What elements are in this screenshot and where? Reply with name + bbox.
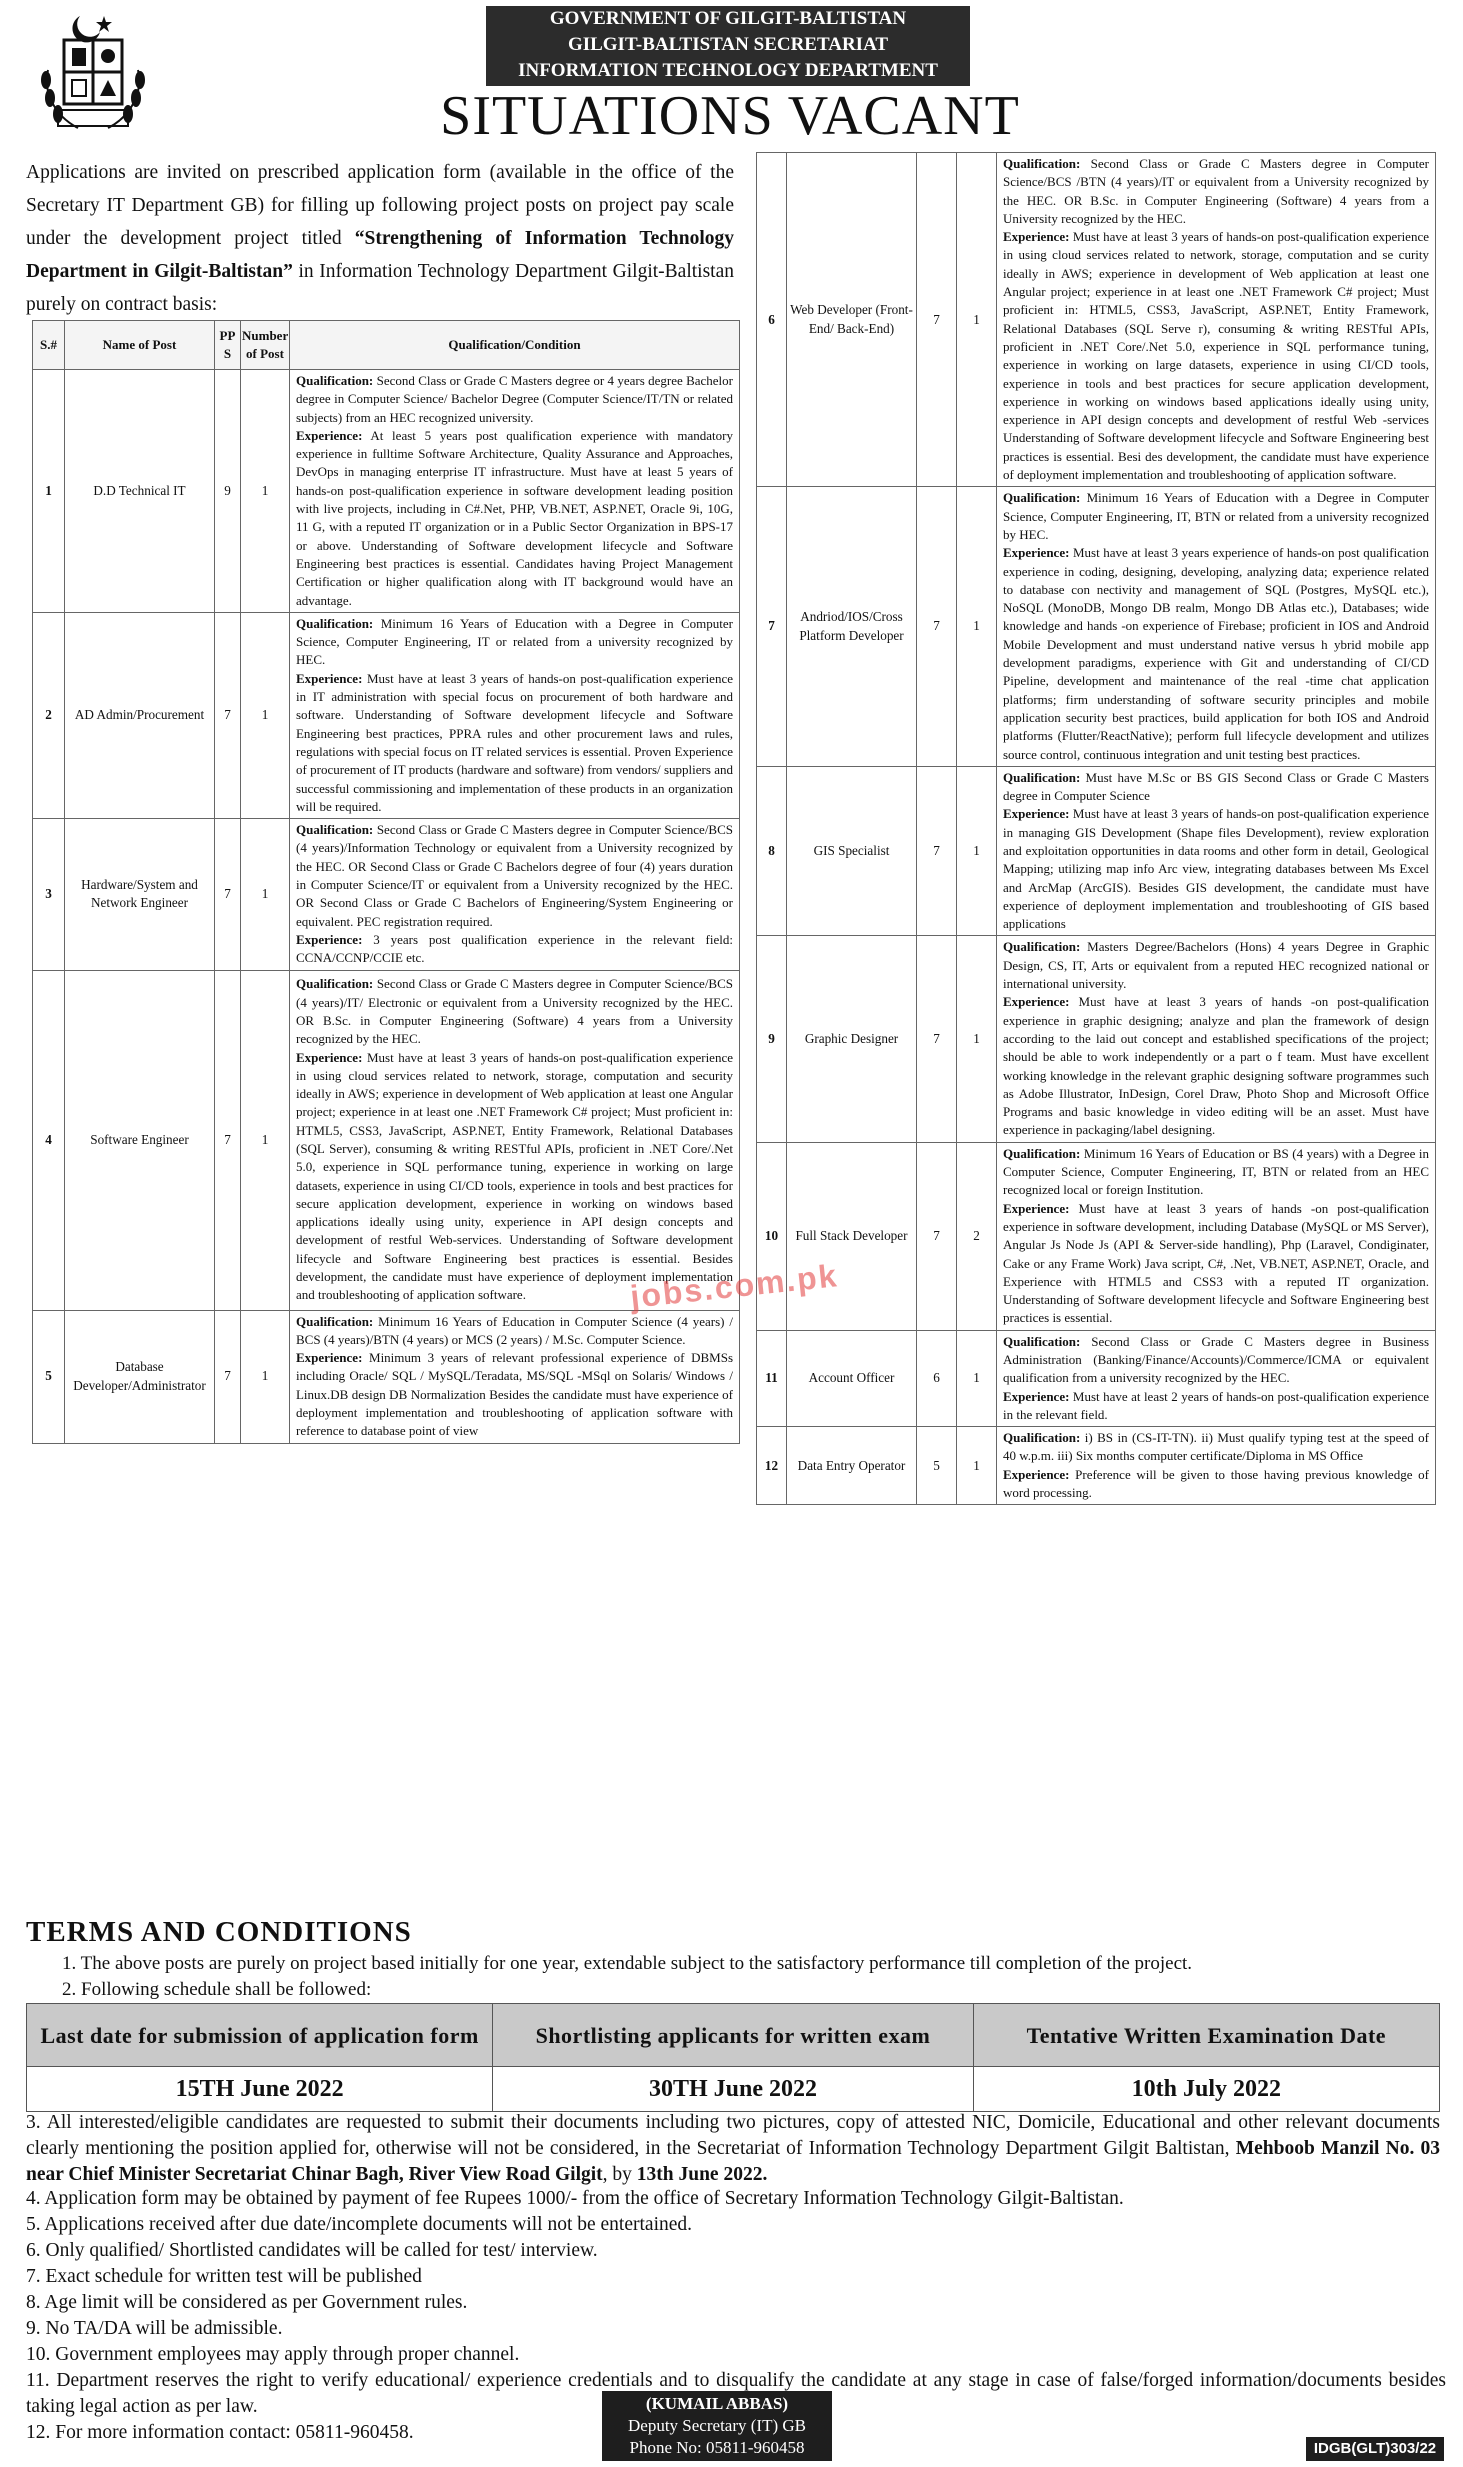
experience-text: Must have at least 3 years of hands-on post-qualification experience in using cloud services related to network, storage, computation and security ideally in AWS; experience in development of Web application at least one Angular project; experience in at least one .NET Framework C# project; Must proficient in: HTML5, CSS3, JavaScript, ASP.NET, Entity Framework, Relational Databases (SQL Server), consuming & writing RESTful APIs, proficient in .NET Core/.Net 5.0, experience in SQL performance tuning, experience in working on large datasets, experience in using CI/CD tools, experience in tools and best practices for secure application development, experience in working on windows based applications ideally using unity, experience in API design concepts and development of restful Web-services. Understanding of Software development lifecycle and Software Engineering best practices is essential. Besides development, the candidate must have experience of deployment implementation and troubleshooting of application software. [295,1049,733,1303]
signatory-phone: Phone No: 05811-960458 [629,2438,805,2457]
qualification-text: Masters Degree/Bachelors (Hons) 4 years Degree in Graphic Design, CS, IT, Arts or equivalent from a reputed HEC recognized national or international university. [1003,939,1430,992]
header-pps: PP S [215,321,241,370]
condition-8: 8. Age limit will be considered as per Government rules. [26,2292,468,2313]
post-count: 1 [241,819,290,970]
post-pps: 7 [917,153,957,487]
schedule-header-exam-date: Tentative Written Examination Date [973,2004,1439,2067]
post-serial: 9 [757,936,787,1142]
post-serial: 12 [757,1427,787,1505]
watermark: jobs.com.pk [628,1257,840,1315]
gov-line-2: GILGIT-BALTISTAN SECRETARIAT [567,34,889,55]
table-row [757,766,1436,936]
project-title: “Strengthening of Information Technology Department in Gilgit-Baltistan” [26,228,735,282]
qualification-text: Minimum 16 Years of Education with a Degree in Computer Science, Computer Engineering, IT or related from a university recognized by HEC. [295,615,734,668]
post-name: Account Officer [787,1330,917,1426]
experience-label: Experience: [295,670,363,686]
signatory-designation: Deputy Secretary (IT) GB [628,2416,806,2435]
posts-table-left [32,320,740,1444]
qualification-label: Qualification: [1003,1430,1081,1446]
post-serial: 4 [33,970,65,1310]
terms-title: TERMS AND CONDITIONS [26,1916,412,1948]
post-serial: 1 [33,370,65,613]
post-count: 1 [957,766,997,936]
post-pps: 7 [215,1310,241,1443]
condition-3 [26,2110,1440,2188]
schedule-header-shortlisting: Shortlisting applicants for written exam [493,2004,973,2067]
qualification-text: Second Class or Grade C Masters degree in Computer Science/BCS (4 years)/IT/ Electronic or equivalent from a University recognized by the HEC. OR B.Sc. in Computer Engineering (Software) 4 years from a University recognized by the HEC. [295,976,733,1047]
experience-text: Must have at least 3 years of hands-on post-qualification experience in managing GIS Development (Shape files Development), review exploration and exploitation opportunities in data rooms and other form in detail, Geological Mapping; utilizing map info Arc view, integrating databases between Ms Excel and ArcMap (ArcGIS). Besides GIS development, the candidate must have experience of deployment implementation and troubleshooting of GIS based applications [1003,806,1429,932]
header-sn: S.# [33,321,65,370]
post-name: Andriod/IOS/Cross Platform Developer [787,487,917,766]
condition-11: 11. Department reserves the right to verify educational/ experience credentials and to disqualify the candidate at any stage in case of false/forged information/documents besides taking legal action as per law. [26,2370,1446,2417]
post-name: Graphic Designer [787,936,917,1142]
experience-label: Experience: [1003,1200,1070,1216]
condition-3-by: , by [602,2164,637,2185]
condition-7: 7. Exact schedule for written test will be published [26,2266,422,2287]
experience-label: Experience: [1003,1466,1070,1482]
qualification-label: Qualification: [1003,769,1081,785]
post-name: GIS Specialist [787,766,917,936]
experience-label: Experience: [295,427,363,443]
experience-text: Must have at least 3 years experience of hands-on post qualification experience in coding, designing, developing, analyzing data; experience related to database con nectivity and management of SQL (Postgres, MySQL etc.), NoSQL (MonoDB, Mongo DB realm, Mongo DB Atlas etc.), Databases; wide knowledge and hands -on experience of Firebase; proficient in IOS and Android Mobile Development and must understand native versus h ybrid mobile app development paradigms, experience with Git and understanding of CI/CD Pipeline, development and maintenance of the real -time chat application platforms; firm understanding of software security principles and mobile application security best practices, build application for both IOS and Android platforms (Flutter/ReactNative); perform full lifecycle development and utilizes source control, continuous integration and unit testing best practices. [1003,545,1429,762]
qualification-text: Minimum 16 Years of Education or BS (4 years) with a Degree in Computer Science, Computer Engineering, IT, BTN or related from an HEC recognized local or foreign Institution. [1003,1145,1429,1198]
condition-6: 6. Only qualified/ Shortlisted candidates will be called for test/ interview. [26,2240,598,2261]
condition-10: 10. Government employees may apply through proper channel. [26,2344,520,2365]
table-row [757,153,1436,487]
table-row [757,487,1436,766]
post-pps: 7 [215,970,241,1310]
post-pps: 7 [917,1142,957,1330]
post-serial: 3 [33,819,65,970]
condition-5: 5. Applications received after due date/incomplete documents will not be entertained. [26,2214,693,2235]
experience-text: Must have at least 3 years of hands-on post-qualification experience in using cloud services related to network, storage, computation and se curity ideally in AWS; experience in development of Web application at least one Angular project; experience in at least one .NET Framework C# project; Must proficient in: HTML5, CSS3, JavaScript, ASP.NET, Entity Framework, Relational Databases (SQL Serve r), consuming & writing RESTful APIs, proficient in .NET Core/.Net 5.0, experience in SQL performance tuning, experience in working on large datasets, experience in using CI/CD tools, experience in tools and best practices for secure application development, experience in working on windows based applications ideally using unity, experience in API design concepts and development of restful Web -services Understanding of Software development lifecycle and Software Engineering best practices is essential. Besi des development, the candidate must have experience of deployment implementation and troubleshooting of application software. [1003,229,1429,483]
post-serial: 6 [757,153,787,487]
schedule-shortlisting-date: 30TH June 2022 [493,2067,973,2112]
table-row [33,1310,740,1443]
post-qualification [997,766,1436,936]
experience-text: 3 years post qualification experience in the relevant field: CCNA/CCNP/CCIE etc. [295,931,733,966]
post-qualification [997,936,1436,1142]
post-count: 1 [957,153,997,487]
post-name: D.D Technical IT [65,370,215,613]
experience-label: Experience: [1003,545,1070,561]
submission-deadline: 13th June 2022. [636,2164,768,2185]
schedule-exam-date: 10th July 2022 [973,2067,1439,2112]
post-pps: 7 [215,819,241,970]
qualification-text: Second Class or Grade C Masters degree or 4 years degree Bachelor degree in Computer Science/ Bachelor Degree (Computer Science/IT/TN or related subjects) from an HEC recognized university. [295,373,733,425]
schedule-last-date: 15TH June 2022 [27,2067,493,2112]
qualification-text: Minimum 16 Years of Education in Computer Science (4 years) / BCS (4 years)/BTN (4 years) or MCS (2 years) / M.Sc. Computer Science. [295,1313,733,1347]
experience-label: Experience: [1003,229,1070,245]
qualification-text: Must have M.Sc or BS GIS Second Class or Grade C Masters degree in Computer Science [1003,769,1429,804]
signatory-name: (KUMAIL ABBAS) [645,2394,789,2413]
post-count: 1 [957,936,997,1142]
post-name: Web Developer (Front-End/ Back-End) [787,153,917,487]
experience-label: Experience: [1003,994,1070,1010]
post-qualification [289,1310,739,1443]
post-name: Data Entry Operator [787,1427,917,1505]
table-row [33,970,740,1310]
experience-text: Must have at least 3 years of hands -on post-qualification experience in software development, including Database (MySQL or MS Server), Angular Js Node Js (API & Server-side handling), Php (Laravel, Condiginater, Cake or any Frame Work) Java script, C#, .Net, VB.NET, ASP.NET, Oracle, and Experience with HTML5 and CSS3 with a reputed IT organization. Understanding of Software development lifecycle and Software Engineering best practices is essential. [1003,1200,1430,1326]
table-row [757,1330,1436,1426]
qualification-label: Qualification: [1003,1145,1081,1161]
post-count: 1 [957,1427,997,1505]
posts-table-right [756,152,1436,1505]
post-count: 1 [241,612,290,818]
qualification-label: Qualification: [295,615,374,631]
condition-9: 9. No TA/DA will be admissible. [26,2318,283,2339]
post-count: 1 [957,487,997,766]
experience-text: Must have at least 3 years of hands -on post-qualification experience in graphic designing; analyze and plan the framework of design according to the laid out concept and established specifications of the project; should be able to work independently or a part o f team. Must have excellent working knowledge in the relevant graphic designing software programmes such as Adobe Illustrator, InDesign, Corel Draw, Photo Shop and Microsoft Office Programs and basic knowledge in video editing will be an asset. Must have experience in packaging/label designing. [1003,994,1430,1138]
qualification-label: Qualification: [295,822,374,838]
post-qualification [997,1330,1436,1426]
qualification-label: Qualification: [295,976,374,992]
experience-label: Experience: [295,1350,363,1366]
condition-3-text: 3. All interested/eligible candidates are requested to submit their documents including two pictures, copy of attested NIC, Domicile, Educational and other relevant documents clearly mentioning the position applied for, otherwise will not be considered, in the Secretariat of Information Technology Department Gilgit Baltistan, [26,2112,1440,2159]
qualification-label: Qualification: [1003,1333,1081,1349]
post-qualification [289,970,739,1310]
qualification-label: Qualification: [1003,156,1081,171]
signature-box [602,2391,832,2461]
table-row [33,819,740,970]
post-count: 2 [957,1142,997,1330]
term-1: 1. The above posts are purely on project based initially for one year, extendable subject to the satisfactory performance till completion of the project. [62,1953,1193,1974]
post-count: 1 [241,370,290,613]
experience-text: Preference will be given to those having previous knowledge of word processing. [1003,1466,1429,1501]
experience-label: Experience: [295,1049,363,1065]
intro-paragraph [26,156,734,321]
table-row [757,936,1436,1142]
post-pps: 7 [917,766,957,936]
post-qualification [289,612,739,818]
post-qualification [289,370,739,613]
experience-label: Experience: [1003,806,1070,822]
post-serial: 10 [757,1142,787,1330]
qualification-text: i) BS in (CS-IT-TN). ii) Must qualify typing test at the speed of 40 w.p.m. iii) Six months computer certificate/Diploma in MS Office [1003,1430,1430,1464]
experience-text: Must have at least 3 years of hands-on post-qualification experience in IT administration with special focus on procurement of both hardware and software. Understanding of Software development lifecycle and Software Engineering best practices, PPRA rules and other procurement laws and rules, regulations with special focus on IT related services is essential. Proven Experience of procurement of IT products (hardware and software) from vendors/ suppliers and successful commissioning and implementation of these products in an organization will be required. [295,670,733,814]
post-count: 1 [241,970,290,1310]
post-qualification [997,153,1436,487]
qualification-text: Second Class or Grade C Masters degree in Computer Science/BCS (4 years)/Information Technology or equivalent from a University recognized by the HEC. OR Second Class or Grade C Bachelors degree of four (4) years duration in Computer Science/IT or equivalent from a University recognized by the HEC. OR Second Class or Grade C Bachelors of Engineering/System Engineering or equivalent. PEC registration required. [295,822,733,929]
post-qualification [289,819,739,970]
post-pps: 5 [917,1427,957,1505]
header [0,0,1463,150]
qualification-label: Qualification: [295,1313,374,1329]
qualification-label: Qualification: [295,373,374,388]
post-serial: 8 [757,766,787,936]
qualification-label: Qualification: [1003,939,1081,955]
post-name: Database Developer/Administrator [65,1310,215,1443]
post-pps: 7 [917,487,957,766]
experience-text: Minimum 3 years of relevant professional experience of DBMSs including Oracle/ SQL / MySQL/Teradata, MS/SQL -MSql on Solaris/ Windows / Linux.DB design DB Normalization Besides the candidate must have experience of deployment implementation and troubleshooting of application software with reference to database point of view [295,1350,734,1439]
page-title: SITUATIONS VACANT [440,85,1020,147]
intro-text-1: Applications are invited on prescribed application form (available in the office of the Secretary IT Department GB) for filling up following project posts on project pay scale under the development project titled [26,162,734,249]
experience-text: At least 5 years post qualification experience with mandatory experience in fulltime Software Architecture, Quality Assurance and Approaches, DevOps in managing enterprise IT infrastructure. Must have at least 5 years of hands-on post-qualification experience in software development leading position with live projects, including in C#.Net, PHP, VB.NET, ASP.NET, Oracle 9i, 10G, 11 G, with a reputed IT organization or in a Public Sector Organization in BPS-17 or above. Understanding of Software development lifecycle and Software Engineering best practices is essential. Candidates having Project Management Certification or higher qualification along with IT background would have an advantage. [295,427,733,608]
experience-label: Experience: [1003,1388,1070,1404]
intro-text-2: in Information Technology Department Gilgit-Baltistan purely on contract basis: [26,261,734,315]
qualification-text: Second Class or Grade C Masters degree in Business Administration (Banking/Finance/Accounts)/Commerce/ICMA or equivalent qualification from a university recognized by the HEC. [1003,1333,1430,1386]
qualification-text: Minimum 16 Years of Education with a Degree in Computer Science, Computer Engineering, IT, BTN or related from a university recognized by HEC. [1003,490,1429,542]
post-pps: 7 [917,936,957,1142]
condition-4: 4. Application form may be obtained by payment of fee Rupees 1000/- from the office of Secretary Information Technology Gilgit-Baltistan. [26,2188,1124,2209]
post-count: 1 [957,1330,997,1426]
experience-label: Experience: [295,931,363,947]
post-qualification [997,1142,1436,1330]
post-name: Software Engineer [65,970,215,1310]
office-address: Mehboob Manzil No. 03 near Chief Minister Secretariat Chinar Bagh, River View Road Gilgit [26,2138,1440,2185]
table-row [757,1427,1436,1505]
experience-text: Must have at least 2 years of hands-on post-qualification experience in the relevant field. [1003,1388,1429,1422]
post-name: Hardware/System and Network Engineer [65,819,215,970]
gov-line-3: INFORMATION TECHNOLOGY DEPARTMENT [518,60,938,81]
table-row [757,1142,1436,1330]
government-heading-box [486,6,970,86]
qualification-text: Second Class or Grade C Masters degree in Computer Science/BCS /BTN (4 years)/IT or equivalent from a University recognized by the HEC. OR B.Sc. in Computer Engineering (Software) 4 years from a University recognized by the HEC. [1003,156,1430,226]
header-qualification: Qualification/Condition [289,321,739,370]
schedule-table [26,2003,1440,2112]
post-serial: 2 [33,612,65,818]
schedule-header-last-date: Last date for submission of application form [27,2004,493,2067]
post-serial: 5 [33,1310,65,1443]
post-pps: 7 [215,612,241,818]
post-serial: 7 [757,487,787,766]
table-row [33,370,740,613]
post-count: 1 [241,1310,290,1443]
post-name: AD Admin/Procurement [65,612,215,818]
post-qualification [997,487,1436,766]
header-name: Name of Post [65,321,215,370]
post-name: Full Stack Developer [787,1142,917,1330]
header-number: Number of Post [241,321,290,370]
gov-line-1: GOVERNMENT OF GILGIT-BALTISTAN [549,8,907,29]
table-row [33,612,740,818]
post-qualification [997,1427,1436,1505]
post-serial: 11 [757,1330,787,1426]
post-pps: 6 [917,1330,957,1426]
term-2: 2. Following schedule shall be followed: [62,1979,372,2000]
gilgit-baltistan-emblem-icon [28,10,158,140]
condition-12: 12. For more information contact: 05811-960458. [26,2422,414,2443]
ad-reference-code: IDGB(GLT)303/22 [1306,2437,1444,2461]
qualification-label: Qualification: [1003,490,1081,506]
post-pps: 9 [215,370,241,613]
